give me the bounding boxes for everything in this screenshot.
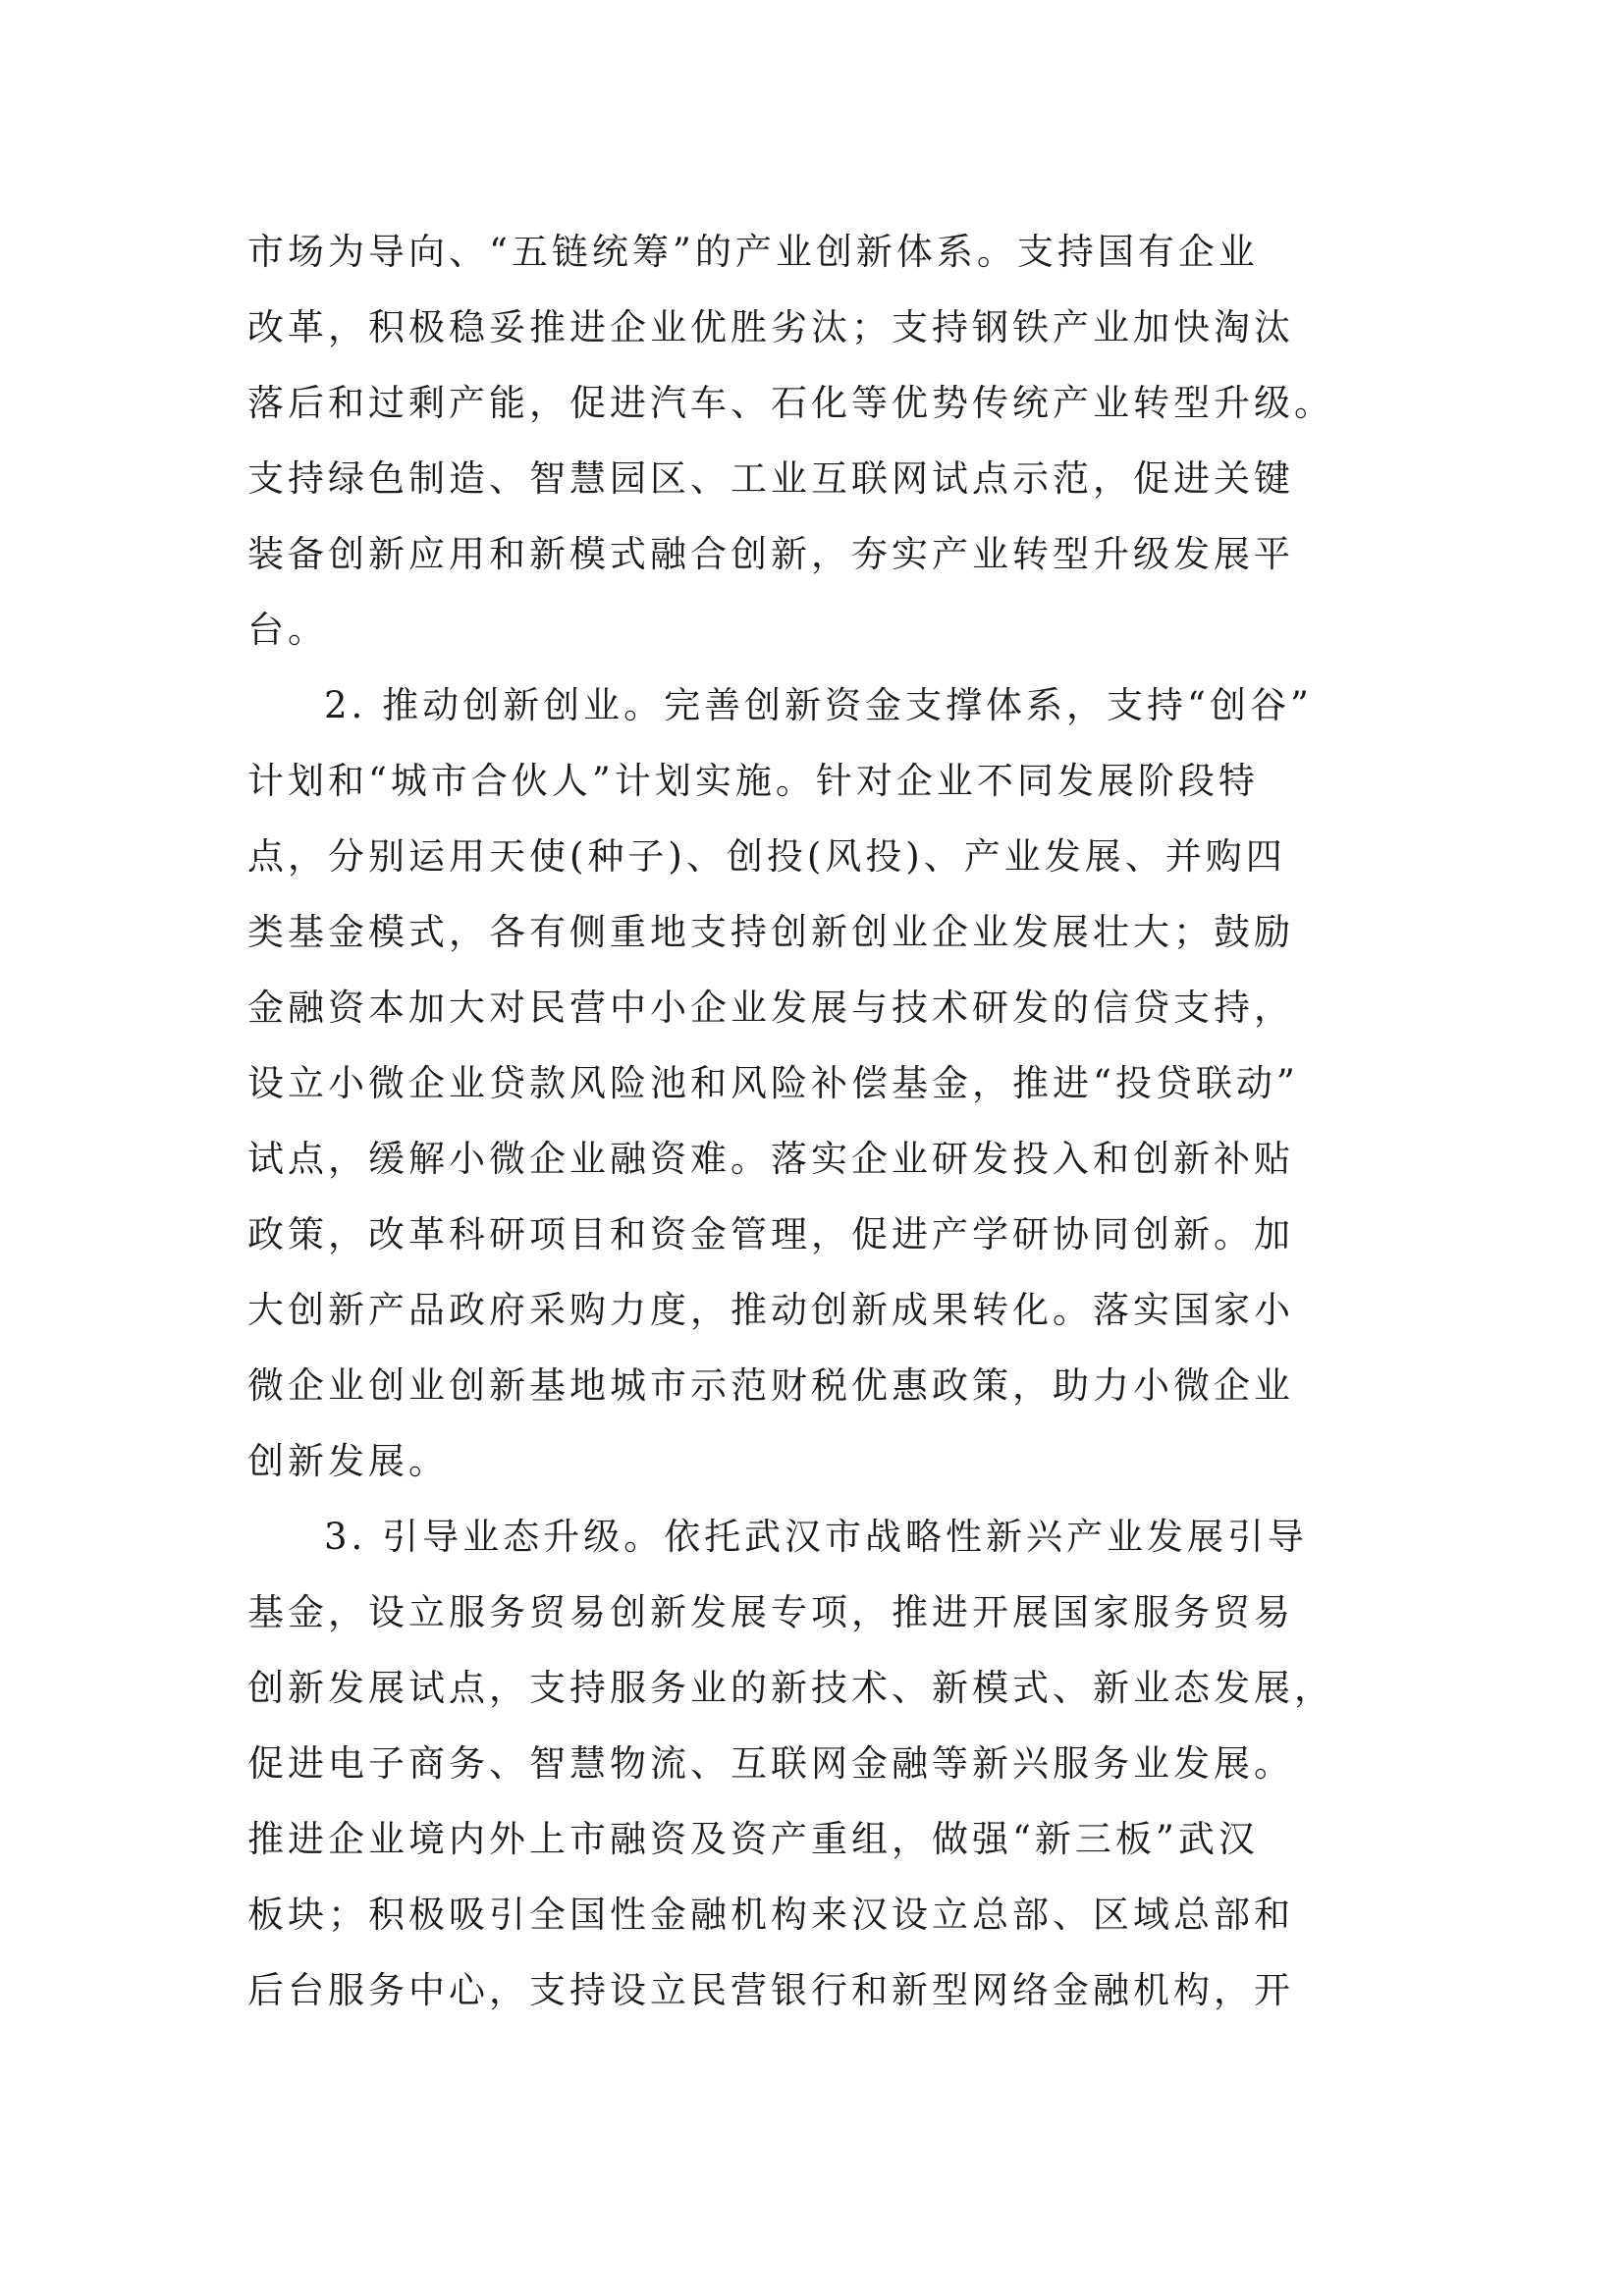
text-line: 类基金模式，各有侧重地支持创新创业企业发展壮大；鼓励 <box>247 911 1294 953</box>
text-line: 板块；积极吸引全国性金融机构来汉设立总部、区域总部和 <box>247 1894 1294 1936</box>
text-line: 后台服务中心，支持设立民营银行和新型网络金融机构，开 <box>247 1969 1294 2011</box>
text-line: 计划和“城市合伙人”计划实施。针对企业不同发展阶段特 <box>247 760 1259 802</box>
text-line: 设立小微企业贷款风险池和风险补偿基金，推进“投贷联动” <box>247 1062 1299 1104</box>
text-line: 3. 引导业态升级。依托武汉市战略性新兴产业发展引导 <box>324 1516 1309 1558</box>
text-line: 基金，设立服务贸易创新发展专项，推进开展国家服务贸易 <box>247 1591 1294 1633</box>
paragraph-industry-upgrade <box>247 1499 1386 2028</box>
text-line: 装备创新应用和新模式融合创新，夯实产业转型升级发展平 <box>247 533 1294 575</box>
text-line: 市场为导向、“五链统筹”的产业创新体系。支持国有企业 <box>247 231 1259 273</box>
text-line: 支持绿色制造、智慧园区、工业互联网试点示范，促进关键 <box>247 457 1294 500</box>
paragraph-continuation <box>247 214 1386 667</box>
text-line: 改革，积极稳妥推进企业优胜劣汰；支持钢铁产业加快淘汰 <box>247 306 1294 348</box>
text-line: 落后和过剩产能，促进汽车、石化等优势传统产业转型升级。 <box>247 382 1334 424</box>
text-line: 大创新产品政府采购力度，推动创新成果转化。落实国家小 <box>247 1289 1294 1331</box>
text-line: 推进企业境内外上市融资及资产重组，做强“新三板”武汉 <box>247 1818 1259 1860</box>
text-line: 政策，改革科研项目和资金管理，促进产学研协同创新。加 <box>247 1213 1294 1255</box>
text-line: 2. 推动创新创业。完善创新资金支撑体系，支持“创谷” <box>324 684 1313 726</box>
text-line: 创新发展。 <box>247 1440 449 1482</box>
text-line: 台。 <box>247 609 328 651</box>
paragraph-innovation-entrepreneurship <box>247 667 1386 1499</box>
text-line: 点，分别运用天使(种子)、创投(风投)、产业发展、并购四 <box>247 835 1286 878</box>
text-line: 微企业创业创新基地城市示范财税优惠政策，助力小微企业 <box>247 1364 1294 1407</box>
text-line: 促进电子商务、智慧物流、互联网金融等新兴服务业发展。 <box>247 1742 1294 1785</box>
text-line: 试点，缓解小微企业融资难。落实企业研发投入和创新补贴 <box>247 1138 1294 1180</box>
text-line: 金融资本加大对民营中小企业发展与技术研发的信贷支持， <box>247 987 1294 1029</box>
document-body <box>247 214 1386 2028</box>
text-line: 创新发展试点，支持服务业的新技术、新模式、新业态发展， <box>247 1667 1334 1709</box>
